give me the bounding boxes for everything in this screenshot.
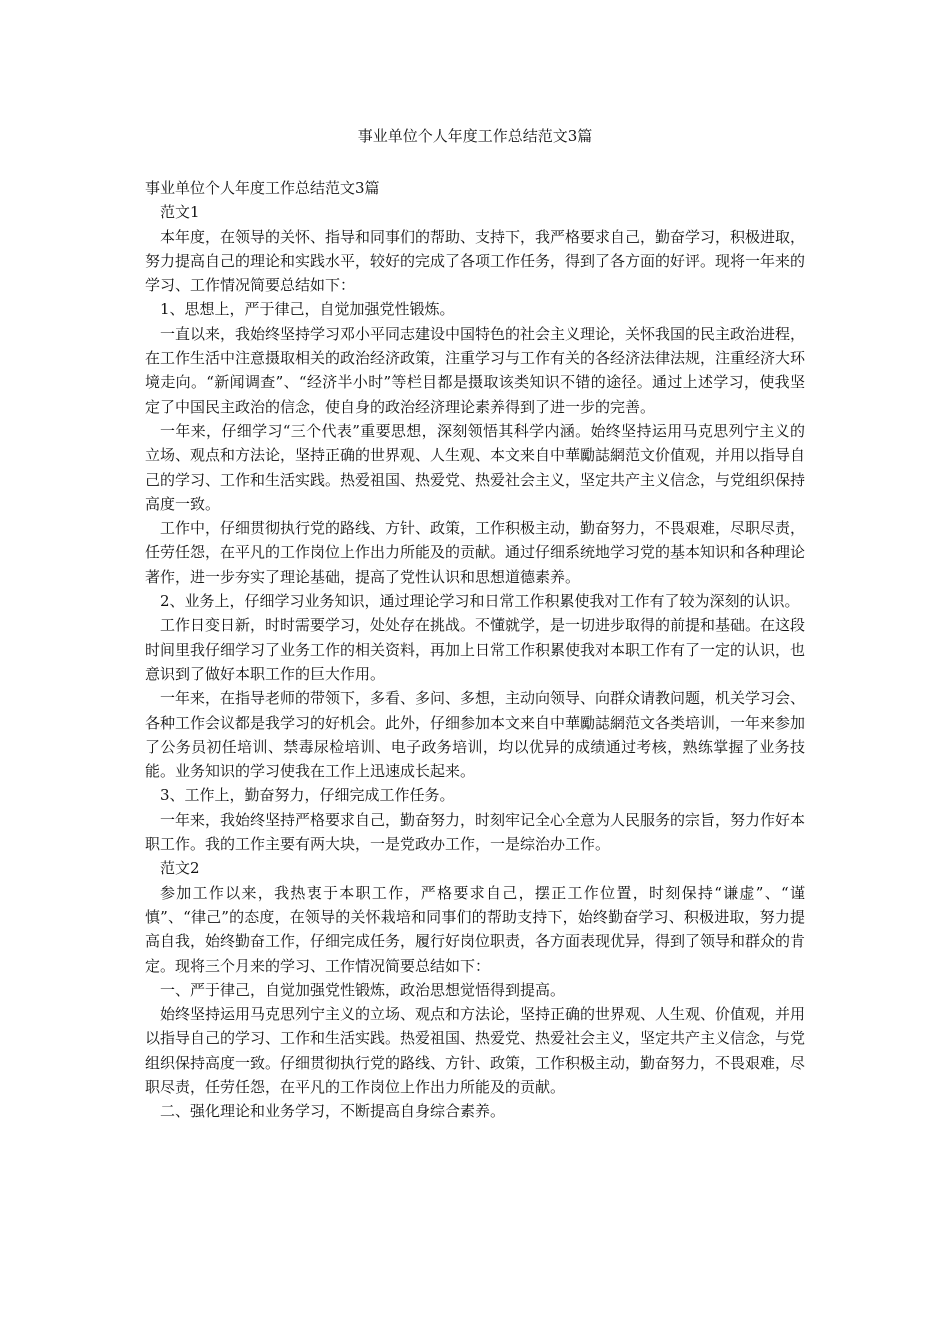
paragraph: 范文1 [160,203,200,222]
paragraph: 工作日变日新，时时需要学习，处处存在挑战。不懂就学，是一切进步取得的前提和基础。在这段时间里我仔细学习了业务工作的相关资料，再加上日常工作积累使我对本职工作有了一定的认识，也意识到了做好本职工作的巨大作用。 [145,616,806,683]
document-title: 事业单位个人年度工作总结范文3篇 [357,127,593,145]
document-body [145,176,805,1124]
paragraph: 工作中，仔细贯彻执行党的路线、方针、政策，工作积极主动，勤奋努力，不畏艰难，尽职尽责，任劳任怨，在平凡的工作岗位上作出力所能及的贡献。通过仔细系统地学习党的基本知识和各种理论著作，进一步夯实了理论基础，提高了党性认识和思想道德素养。 [145,519,806,586]
paragraph: 本年度，在领导的关怀、指导和同事们的帮助、支持下，我严格要求自己，勤奋学习，积极进取，努力提高自己的理论和实践水平，较好的完成了各项工作任务，得到了各方面的好评。现将一年来的学习、工作情况简要总结如下： [145,227,806,295]
document-heading: 事业单位个人年度工作总结范文3篇 [145,179,380,197]
paragraph: 一年来，仔细学习“三个代表”重要思想，深刻领悟其科学内涵。始终坚持运用马克思列宁主义的立场、观点和方法论，坚持正确的世界观、人生观、本文来自中華勵誌網范文价值观，并用以指导自己的学习、工作和生活实践。热爱祖国、热爱党、热爱社会主义，坚定共产主义信念，与党组织保持高度一致。 [145,421,806,513]
paragraph: 始终坚持运用马克思列宁主义的立场、观点和方法论，坚持正确的世界观、人生观、价值观，并用以指导自己的学习、工作和生活实践。热爱祖国、热爱党、热爱社会主义，坚定共产主义信念，与党组织保持高度一致。仔细贯彻执行党的路线、方针、政策，工作积极主动，勤奋努力，不畏艰难，尽职尽责，任劳任怨，在平凡的工作岗位上作出力所能及的贡献。 [145,1005,806,1096]
paragraph: 一直以来，我始终坚持学习邓小平同志建设中国特色的社会主义理论，关怀我国的民主政治进程，在工作生活中注意摄取相关的政治经济政策，注重学习与工作有关的各经济法律法规，注重经济大环境走向。“新闻调查”、“经济半小时”等栏目都是摄取该类知识不错的途径。通过上述学习，使我坚定了中国民主政治的信念，使自身的政治经济理论素养得到了进一步的完善。 [145,324,806,416]
paragraph: 二、强化理论和业务学习，不断提高自身综合素养。 [160,1102,506,1121]
paragraph: 一年来，在指导老师的带领下，多看、多问、多想，主动向领导、向群众请教问题，机关学习会、各种工作会议都是我学习的好机会。此外，仔细参加本文来自中華勵誌網范文各类培训，一年来参加了公务员初任培训、禁毒尿检培训、电子政务培训，均以优异的成绩通过考核，熟练掌握了业务技能。业务知识的学习使我在工作上迅速成长起来。 [145,689,806,781]
paragraph: 参加工作以来，我热衷于本职工作，严格要求自己，摆正工作位置，时刻保持“谦虚”、“谨慎”、“律己”的态度，在领导的关怀栽培和同事们的帮助支持下，始终勤奋学习、积极进取，努力提高自我，始终勤奋工作，仔细完成任务，履行好岗位职责，各方面表现优异，得到了领导和群众的肯定。现将三个月来的学习、工作情况简要总结如下： [145,883,806,975]
paragraph: 1、思想上，严于律己，自觉加强党性锻炼。 [160,300,455,319]
paragraph: 一、严于律己，自觉加强党性锻炼，政治思想觉悟得到提高。 [160,980,566,999]
paragraph: 2、业务上，仔细学习业务知识，通过理论学习和日常工作积累使我对工作有了较为深刻的认识。 [160,592,800,611]
paragraph: 3、工作上，勤奋努力，仔细完成工作任务。 [160,786,455,805]
paragraph: 范文2 [160,859,200,878]
paragraph: 一年来，我始终坚持严格要求自己，勤奋努力，时刻牢记全心全意为人民服务的宗旨，努力作好本职工作。我的工作主要有两大块，一是党政办工作，一是综治办工作。 [145,810,806,854]
